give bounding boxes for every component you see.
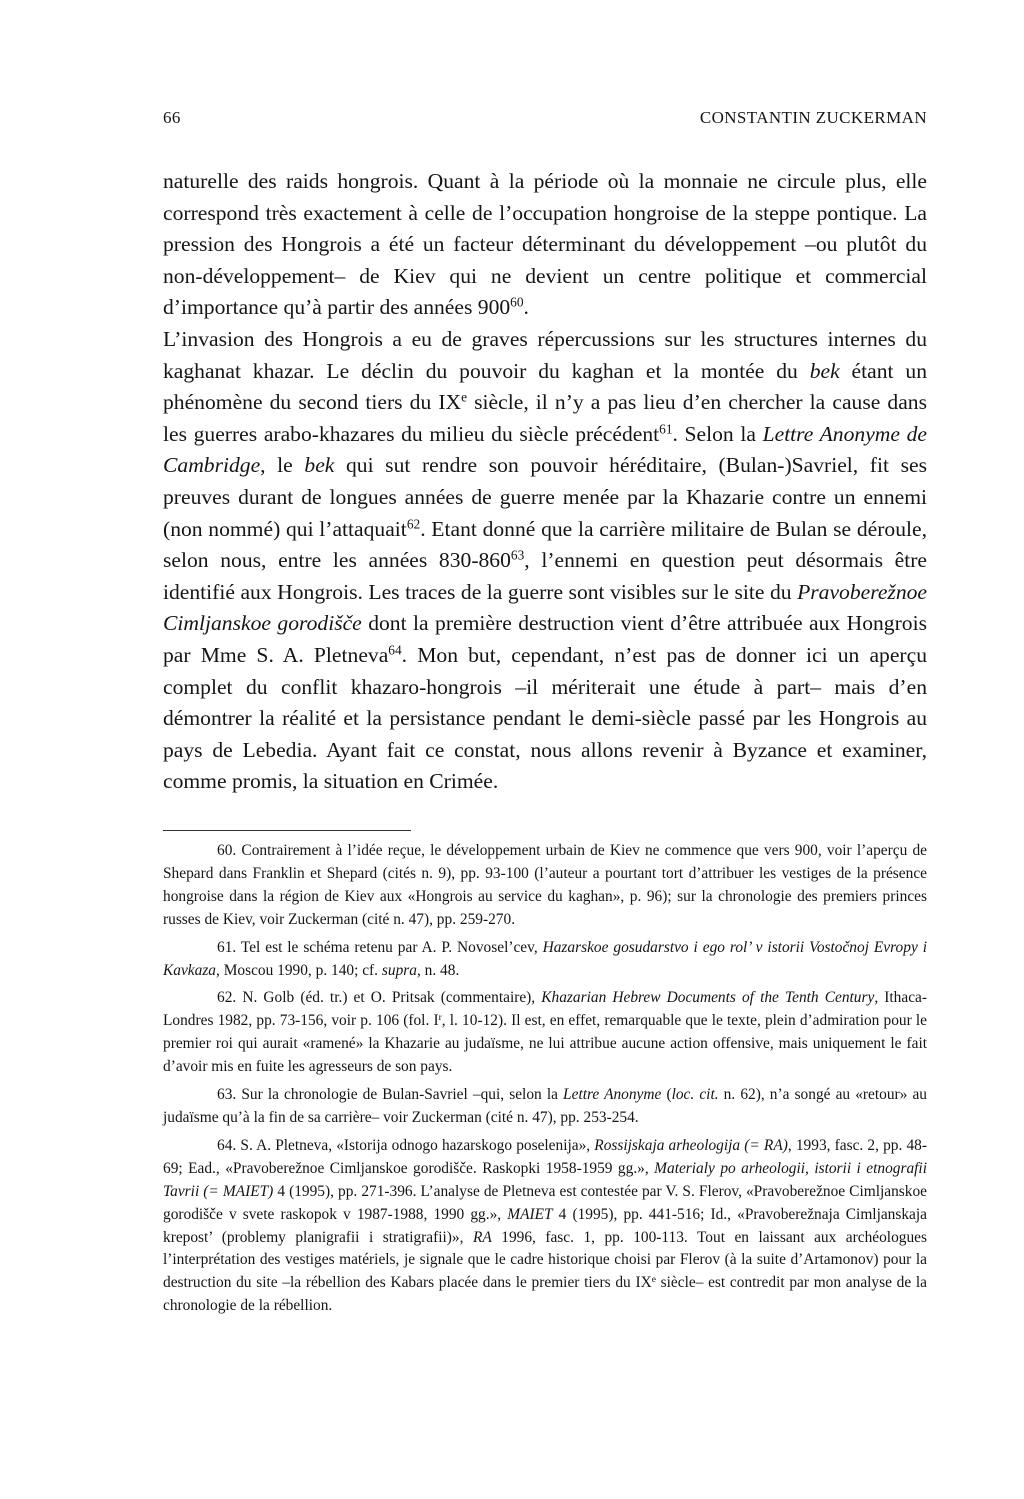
footnote-separator [163,830,411,831]
running-title: CONSTANTIN ZUCKERMAN [699,108,927,127]
text-run: , le [260,453,305,478]
text-run: siècle, il n’y a pas lieu d’en chercher la cause dans les guerres arabo-khazares du milieu du siècle précédent [163,390,927,446]
italic-title: Lettre Anonyme [563,1086,662,1104]
paragraph-1 [163,166,927,324]
text-run: , Moscou 1990, p. 140; cf. [216,961,382,979]
footnote-64 [163,1135,927,1318]
text-run: n. 62), n’a songé au «retour» au judaïsme qu’à la fin de sa carrière– voir Zuckerman (cité n. 47), pp. 253-254. [163,1086,927,1126]
running-head [163,108,927,128]
italic-term: bek [304,453,335,478]
text-run: dont la première destruction vient d’être attribuée aux Hongrois par Mme S. A. Pletneva [163,611,927,667]
superscript: e [461,389,468,405]
italic-title: Hazarskoe gosudarstvo i ego rol’ v istorii Vostočnoj Evropy i Kavkaza [163,938,927,979]
text-run: siècle– est contredit par mon analyse de la chronologie de la rébellion. [163,1274,928,1315]
footnote-60: 60. Contrairement à l’idée reçue, le développement urbain de Kiev ne commence que vers 900, voir l’aperçu de Shepard dans Franklin et Shepard (cités n. 9), pp. 93-100 (l’auteur a pourtant tort d’attribuer les vestiges de la présence hongroise dans la région de Kiev aux «Hongrois au service du kaghan», p. 96); sur la chronologie des premiers princes russes de Kiev, voir Zuckerman (cité n. 47), pp. 259-270. [163,842,927,928]
text-run: , l’ennemi en question peut désormais être identifié aux Hongrois. Les traces de la guerre sont visibles sur le site du [163,548,927,604]
italic-abbr: (= MAIET) [199,1182,274,1200]
text-run: ( [661,1086,672,1104]
paragraph-2 [163,324,927,798]
italic-abbr: RA [472,1228,492,1246]
text-run: étant un phénomène du second tiers du IX [163,358,927,415]
text-run: , Ithaca-Londres 1982, pp. 73-156, voir p. 106 (fol. I [163,989,928,1030]
italic-term: supra [381,961,417,979]
text-run: 62. N. Golb (éd. tr.) et O. Pritsak (commentaire), [217,989,542,1007]
text-run: 64. S. A. Pletneva, «Istorija odnogo hazarskogo poselenija», [217,1136,595,1154]
text-run: . Etant donné que la carrière militaire de Bulan se déroule, selon nous, entre les années 830-860 [163,516,927,573]
footnote-63 [163,1084,927,1130]
text-run: , n. 48. [416,961,460,979]
italic-title: Rossijskaja arheologija [594,1136,741,1154]
text-run: , 1993, fasc. 2, pp. 48-69; Ead., «Pravoberežnoe Cimljanskoe gorodišče. Raskopki 1958-1959 gg.», [163,1136,928,1177]
text-run: 4 (1995), pp. 271-396. L’analyse de Pletneva est contestée par V. S. Flerov, «Pravoberežnoe Cimljanskoe gorodišče v svete raskopok v 1987-1988, 1990 gg.», [163,1182,927,1223]
footnote-ref-64[interactable]: 64 [388,642,402,658]
italic-title: Khazarian Hebrew Documents of the Tenth Century [541,989,875,1007]
footnote-ref-61[interactable]: 61 [659,421,673,437]
italic-site-name: Pravoberežnoe Cimljanskoe gorodišče [163,579,927,636]
superscript: r [438,1012,442,1024]
italic-term: loc. cit. [671,1086,719,1104]
text-run: 63. Sur la chronologie de Bulan-Savriel –qui, selon la [217,1086,564,1104]
text-run: naturelle des raids hongrois. Quant à la période où la monnaie ne circule plus, elle correspond très exactement à celle de l’occupation hongroise de la steppe pontique. La pression des Hongrois a été un facteur déterminant du développement –ou plutôt du non-développement– de Kiev qui ne devient un centre politique et commercial d’importance qu’à partir des années 900 [163,169,927,320]
page-number: 66 [163,108,181,127]
main-text [163,166,927,798]
text-run: . Mon but, cependant, n’est pas de donner ici un aperçu complet du conflit khazaro-hongrois –il mériterait une étude à part– mais d’en démontrer la réalité et la persistance pendant le demi-siècle passé par les Hongrois au pays de Lebedia. Ayant fait ce constat, nous allons revenir à Byzance et examiner, comme promis, la situation en Crimée. [163,642,927,794]
footnote-62 [163,987,927,1079]
italic-title: Lettre Anonyme de Cambridge [163,421,927,478]
footnote-61 [163,937,927,983]
superscript: e [651,1274,656,1286]
italic-abbr: (= RA) [740,1136,788,1154]
footnote-ref-63[interactable]: 63 [510,547,525,563]
text-run: qui sut rendre son pouvoir héréditaire, (Bulan-)Savriel, fit ses preuves durant de longues années de guerre menée par la Khazarie contre un ennemi (non nommé) qui l’attaquait [163,453,928,541]
footnote-ref-60[interactable]: 60 [510,295,524,311]
text-run: 61. Tel est le schéma retenu par A. P. Novosel’cev, [217,938,543,956]
text-run: . Selon la [672,421,763,446]
footnote-ref-62[interactable]: 62 [406,516,421,532]
text-run: , l. 10-12). Il est, en effet, remarquable que le texte, plein d’admiration pour le premier roi qui aurait «ramené» la Khazarie au judaïsme, ne lui attribue aucune action offensive, mais uniquement le fait d’avoir mis en fuite les agresseurs de son pays. [163,1012,927,1076]
italic-title: Materialy po arheologii, istorii i etnografii Tavrii [163,1159,927,1200]
italic-abbr: MAIET [507,1205,553,1223]
text-run: 4 (1995), pp. 441-516; Id., «Pravoberežnaja Cimljanskaja krepost’ (problemy planigrafii i stratigrafii)», [163,1205,927,1246]
text-run: . [523,295,529,320]
footnotes [163,840,927,1323]
italic-term: bek [809,358,840,383]
text-run: 1996, fasc. 1, pp. 100-113. Tout en laissant aux archéologues l’interprétation des vestiges matériels, je signale que le cadre historique choisi par Flerov (à la suite d’Artamonov) pour la destruction du site –la rébellion des Kabars placée dans le premier tiers du IX [163,1228,927,1292]
text-run: L’invasion des Hongrois a eu de graves répercussions sur les structures internes du kaghanat khazar. Le déclin du pouvoir du kaghan et la montée du [163,326,927,383]
